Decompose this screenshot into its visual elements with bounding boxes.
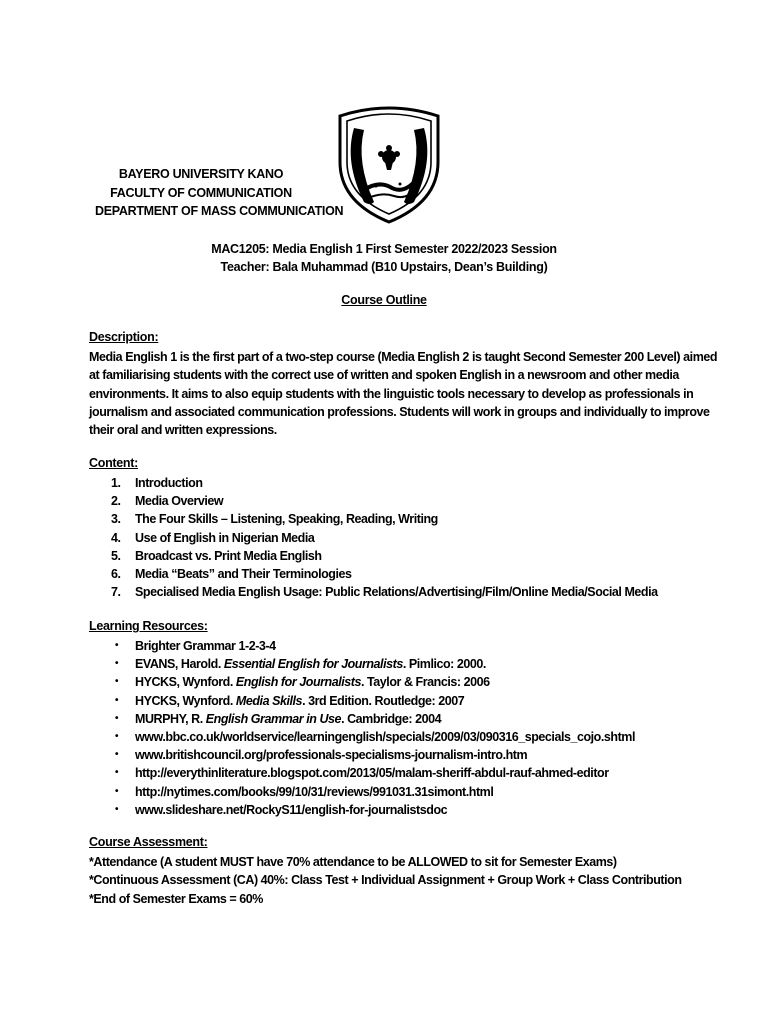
resource-url: www.slideshare.net/RockyS11/english-for-journalistsdoc: [135, 802, 448, 817]
item-text: Broadcast vs. Print Media English: [135, 548, 322, 563]
description-line: their oral and written expressions.: [89, 423, 277, 438]
item-number: 2.: [111, 494, 121, 509]
bullet-icon: •: [115, 785, 119, 797]
resource-url: http://everythinliterature.blogspot.com/2013/05/malam-sheriff-abdul-rauf-ahmed-editor: [135, 766, 609, 781]
university-crest-icon: [334, 102, 444, 224]
item-text: Media “Beats” and Their Terminologies: [135, 567, 352, 582]
bullet-icon: •: [115, 658, 119, 670]
resource-text: MURPHY, R.: [135, 711, 206, 726]
resource-url: www.bbc.co.uk/worldservice/learningenglish/specials/2009/03/090316_specials_cojo.shtml: [135, 730, 635, 745]
list-item: [89, 547, 658, 565]
list-item: [89, 655, 635, 673]
university-name: BAYERO UNIVERSITY KANO: [118, 167, 284, 181]
description-heading: Description:: [89, 330, 159, 344]
description-line: environments. It aims to also equip students with the linguistic tools necessary to develop as professionals in: [89, 386, 694, 401]
bullet-icon: •: [115, 712, 119, 724]
list-item: [89, 801, 635, 819]
list-item: [89, 673, 635, 691]
resource-details: . Taylor & Francis: 2006: [361, 675, 490, 690]
bullet-icon: •: [115, 694, 119, 706]
assessment-heading: Course Assessment:: [89, 835, 208, 849]
list-item: [89, 692, 635, 710]
item-number: 7.: [111, 585, 121, 600]
bullet-icon: •: [115, 803, 119, 815]
item-number: 3.: [111, 512, 121, 527]
resource-url: http://nytimes.com/books/99/10/31/reviews/991031.31simont.html: [135, 784, 494, 799]
item-text: The Four Skills – Listening, Speaking, Reading, Writing: [135, 512, 438, 527]
bullet-icon: •: [115, 640, 119, 651]
item-text: Use of English in Nigerian Media: [135, 530, 315, 545]
list-item: [89, 474, 658, 492]
list-item: [89, 746, 635, 764]
item-text: Specialised Media English Usage: Public Relations/Advertising/Film/Online Media/Social Media: [135, 585, 658, 600]
item-number: 1.: [111, 476, 121, 490]
item-number: 5.: [111, 548, 121, 563]
outline-title-text: Course Outline: [341, 293, 427, 307]
resource-title: English for Journalists: [235, 675, 361, 690]
resource-text: Brighter Grammar 1-2-3-4: [135, 639, 276, 653]
resource-title: Essential English for Journalists: [223, 657, 403, 672]
description-paragraph: [89, 348, 718, 439]
course-title-line: MAC1205: Media English 1 First Semester 2022/2023 Session: [211, 242, 557, 256]
item-text: Introduction: [135, 476, 203, 490]
list-item: [89, 529, 658, 547]
course-heading: [0, 240, 768, 276]
bullet-icon: •: [115, 749, 119, 761]
resource-text: EVANS, Harold.: [135, 657, 224, 672]
bullet-icon: •: [115, 767, 119, 779]
list-item: [89, 728, 635, 746]
department-name: DEPARTMENT OF MASS COMMUNICATION: [95, 204, 344, 218]
resource-details: . Cambridge: 2004: [341, 711, 442, 726]
resource-details: . Pimlico: 2000.: [402, 657, 486, 672]
assessment-line: *End of Semester Exams = 60%: [89, 891, 263, 906]
resources-list: [89, 637, 635, 819]
list-item: [89, 783, 635, 801]
list-item: [89, 510, 658, 528]
content-list: [89, 474, 658, 601]
description-line: at familiarising students with the correct use of written and spoken English in a newsroom and other media: [89, 368, 679, 383]
item-text: Media Overview: [135, 494, 224, 509]
list-item: [89, 637, 635, 655]
resource-url: www.britishcouncil.org/professionals-specialisms-journalism-intro.htm: [135, 748, 528, 763]
content-heading: Content:: [89, 456, 138, 470]
faculty-name: FACULTY OF COMMUNICATION: [110, 185, 292, 200]
resource-title: English Grammar in Use: [205, 711, 342, 726]
teacher-line: Teacher: Bala Muhammad (B10 Upstairs, Dean’s Building): [220, 260, 548, 274]
description-line: Media English 1 is the first part of a two-step course (Media English 2 is taught Second Semester 200 Level) aimed: [89, 350, 718, 364]
bullet-icon: •: [115, 731, 119, 743]
assessment-line: *Continuous Assessment (CA) 40%: Class Test + Individual Assignment + Group Work + Class Contribution: [89, 873, 682, 888]
list-item: [89, 583, 658, 601]
resource-text: HYCKS, Wynford.: [135, 693, 236, 708]
outline-title: [0, 293, 768, 307]
institution-header: [95, 165, 344, 221]
assessment-line: *Attendance (A student MUST have 70% attendance to be ALLOWED to sit for Semester Exams): [89, 855, 617, 869]
item-number: 4.: [111, 530, 121, 545]
bullet-icon: •: [115, 676, 119, 688]
list-item: [89, 764, 635, 782]
list-item: [89, 710, 635, 728]
assessment-block: [89, 853, 682, 908]
resources-heading: Learning Resources:: [89, 619, 208, 633]
description-line: journalism and associated communication professions. Students will work in groups and individually to improve: [89, 404, 710, 419]
list-item: [89, 565, 658, 583]
resource-text: HYCKS, Wynford.: [135, 675, 236, 690]
resource-title: Media Skills: [235, 693, 303, 708]
list-item: [89, 492, 658, 510]
resource-details: . 3rd Edition. Routledge: 2007: [302, 693, 465, 708]
item-number: 6.: [111, 567, 121, 582]
